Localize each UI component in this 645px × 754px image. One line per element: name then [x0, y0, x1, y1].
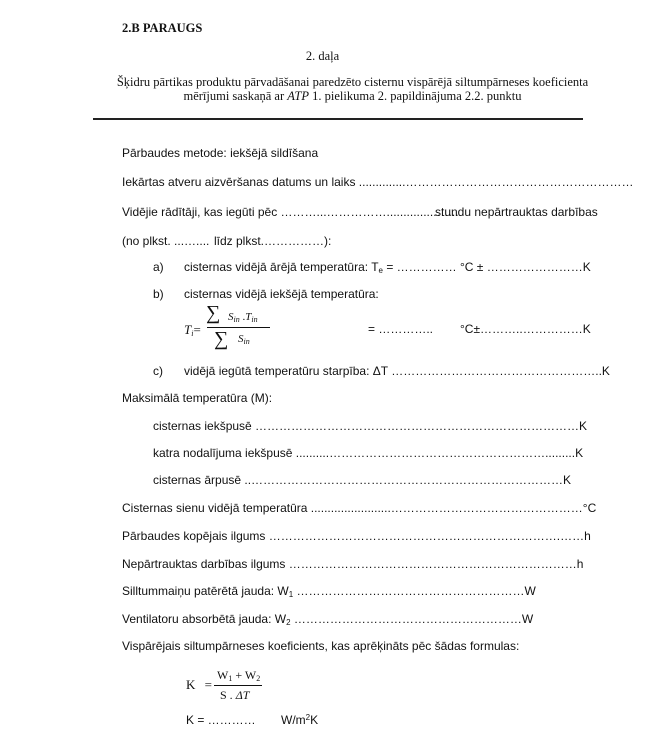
wall-temperature: Cisternas sienu vidējā temperatūra ........................…………………………………………°C	[122, 501, 597, 515]
closing-datetime-line: Iekārtas atveru aizvēršanas datums un laiks ..............…………………………………………………	[122, 175, 634, 189]
document-title-line1: Šķidru pārtikas produktu pārvadāšanai paredzēto cisternu vispārējā siltumpārneses koeficienta	[116, 75, 589, 89]
total-duration: Pārbaudes kopējais ilgums ……………………………………………………………….……h	[122, 529, 591, 543]
part-label: 2. daļa	[305, 49, 340, 63]
item-b-value: = …………..	[368, 322, 434, 336]
k-formula-numerator: W1 + W2	[217, 668, 261, 683]
fan-power: Ventilatoru absorbētā jauda: W2 …………………………………………………W	[122, 612, 534, 627]
k-result: K = …………	[186, 713, 256, 727]
k-intro: Vispārējais siltumpārneses koeficients, kas aprēķināts pēc šādas formulas:	[122, 639, 520, 653]
averages-hours-label: stundu nepārtrauktas darbības	[435, 205, 598, 219]
denominator-sigma: ∑	[214, 328, 229, 350]
max-outside: cisternas ārpusē ..……………………………………………………………………K	[153, 473, 572, 487]
averages-line: Vidējie rādītāji, kas iegūti pēc ………...……………...............…...	[122, 205, 459, 219]
formula-denominator: Sin	[238, 333, 250, 346]
item-c-label: vidējā iegūtā temperatūru starpība: ΔT ……………………………………………..K	[184, 364, 610, 378]
test-method: Pārbaudes metode: iekšējā sildīšana	[122, 146, 319, 160]
k-formula-lhs: K =	[186, 677, 212, 692]
title-divider	[93, 118, 583, 120]
numerator-sigma: ∑	[206, 302, 221, 324]
item-b-letter: b)	[153, 287, 164, 301]
to-time: līdz plkst.……………):	[214, 234, 332, 248]
k-formula-denominator: S . ΔT	[220, 688, 250, 702]
section-header: 2.B PARAUGS	[122, 21, 203, 35]
document-title-line2: mērījumi saskaņā ar ATP 1. pielikuma 2. papildinājuma 2.2. punktu	[183, 89, 522, 103]
max-compartment: katra nodalījuma iekšpusē ..........……………………………………………….........K	[153, 446, 584, 460]
item-c-letter: c)	[153, 364, 163, 378]
max-inside: cisternas iekšpusē ………………………………………………………………………K	[153, 419, 588, 433]
heat-exchanger-power: Silltummaiņu patērētā jauda: W1 …………………………………………………W	[122, 584, 536, 599]
formula-numerator: Sin .Tin	[228, 311, 258, 324]
from-time: (no plkst. ...…....	[122, 234, 210, 248]
item-a-letter: a)	[153, 260, 164, 274]
item-a-label: cisternas vidējā ārējā temperatūra: Te = ……………	[184, 260, 457, 275]
max-temperature-title: Maksimālā temperatūra (M):	[122, 391, 273, 405]
continuous-duration: Nepārtrauktas darbības ilgums ………………………………………………………………h	[122, 557, 584, 571]
formula-lhs: Ti=	[184, 322, 201, 338]
item-a-unit: °C ± ……………………K	[460, 260, 591, 274]
item-b-label: cisternas vidējā iekšējā temperatūra:	[184, 287, 379, 301]
item-b-unit: °C±………..……………K	[460, 322, 591, 336]
k-unit: $W/m^2K$	[281, 713, 319, 727]
k-formula-fraction-bar	[214, 685, 262, 686]
